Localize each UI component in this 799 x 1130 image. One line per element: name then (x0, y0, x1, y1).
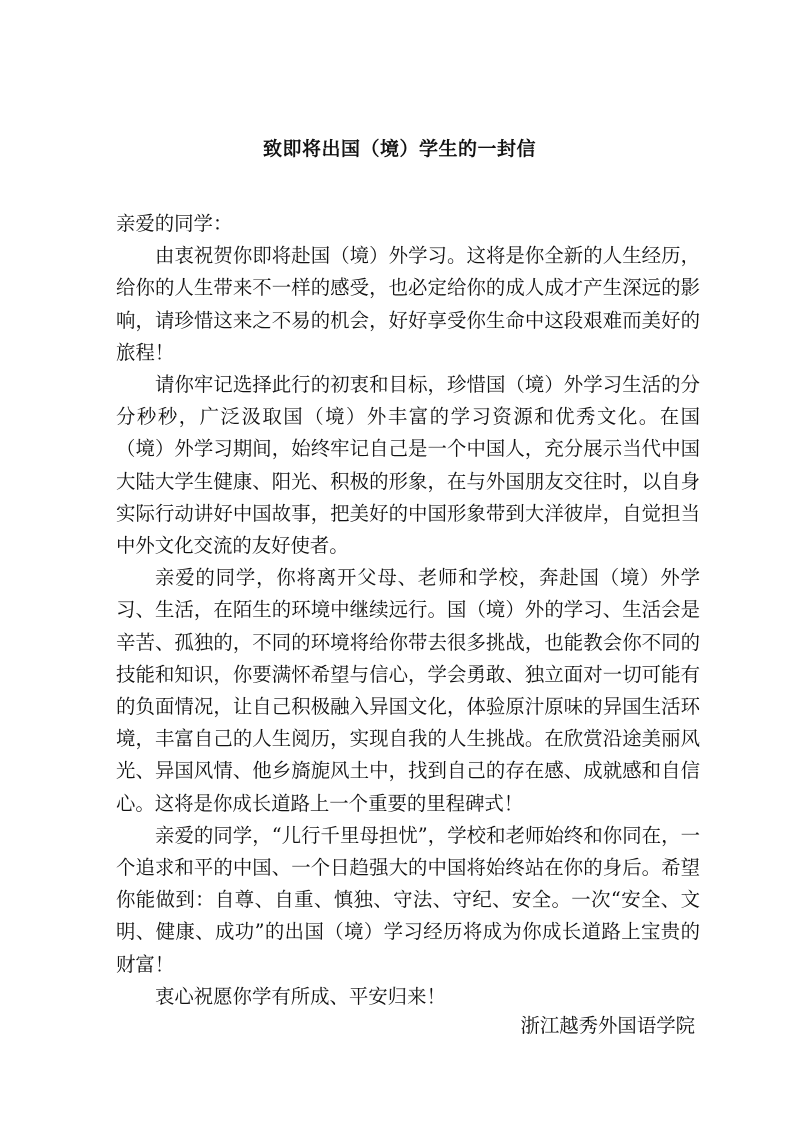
paragraph-wishes: 衷心祝愿你学有所成、平安归来！ (155, 984, 446, 1008)
paragraph-challenges: 亲爱的同学，你将离开父母、老师和学校，奔赴国（境）外学习、生活，在陌生的环境中继续远行。国（境）外的学习、生活会是辛苦、孤独的，不同的环境将给你带去很多挑战，也能教会你不同的技能和知识，你要满怀希望与信心，学会勇敢、独立面对一切可能有的负面情况，让自己积极融入异国文化，体验原汁原味的异国生活环境，丰富自己的人生阅历，实现自我的人生挑战。在欣赏沿途美丽风光、异国风情、他乡旖旎风土中，找到自己的存在感、成就感和自信心。这将是你成长道路上一个重要的里程碑式！ (116, 566, 700, 815)
letter-body (116, 208, 700, 1013)
letter-title: 致即将出国（境）学生的一封信 (262, 138, 536, 160)
paragraph-goals: 请你牢记选择此行的初衷和目标，珍惜国（境）外学习生活的分分秒秒，广泛汲取国（境）外丰富的学习资源和优秀文化。在国（境）外学习期间，始终牢记自己是一个中国人，充分展示当代中国大陆大学生健康、阳光、积极的形象，在与外国朋友交往时，以自身实际行动讲好中国故事，把美好的中国形象带到大洋彼岸，自觉担当中外文化交流的友好使者。 (116, 373, 700, 558)
salutation: 亲爱的同学： (116, 212, 233, 235)
paragraph-congratulations: 由衷祝贺你即将赴国（境）外学习。这将是你全新的人生经历，给你的人生带来不一样的感受，也必定给你的成人成才产生深远的影响，请珍惜这来之不易的机会，好好享受你生命中这段艰难而美好的旅程！ (116, 244, 700, 364)
paragraph-safety: 亲爱的同学，“儿行千里母担忧”，学校和老师始终和你同在，一个追求和平的中国、一个日趋强大的中国将始终站在你的身后。希望你能做到：自尊、自重、慎独、守法、守纪、安全。一次“安全、文明、健康、成功”的出国（境）学习经历将成为你成长道路上宝贵的财富！ (116, 823, 700, 976)
signature: 浙江越秀外国语学院 (520, 1014, 695, 1037)
